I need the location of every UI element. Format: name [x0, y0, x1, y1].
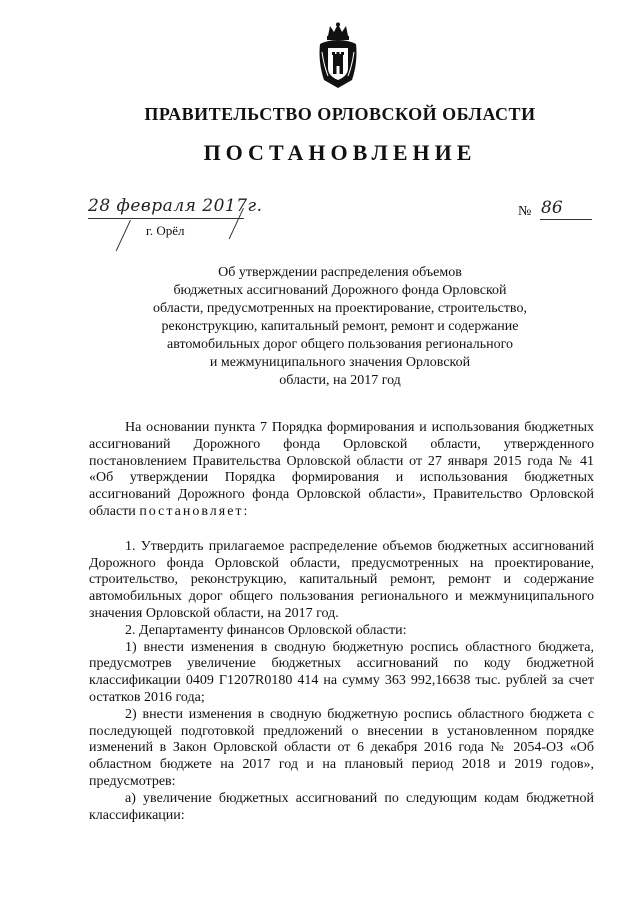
item-2-2-a-paragraph: а) увеличение бюджетных ассигнований по следующим кодам бюджетной классификации:	[89, 790, 594, 823]
item-2-paragraph: 2. Департаменту финансов Орловской области:	[125, 622, 407, 638]
subject-line: автомобильных дорог общего пользования регионального	[167, 337, 513, 352]
preamble-text: На основании пункта 7 Порядка формирования и использования бюджетных ассигнований Дорожного фонда Орловской области, утвержденного постановлением Правительства Орловской области от 27 января 2015 года № 41 «Об утверждении Порядка формирования и использования бюджетных ассигнований Дорожного фонда Орловской области», Правительство Орловской области	[89, 420, 594, 519]
document-type: ПОСТАНОВЛЕНИЕ	[203, 140, 477, 165]
preamble-paragraph	[89, 420, 594, 521]
resolves-word: постановляет:	[139, 503, 250, 519]
number-label: №	[518, 204, 532, 219]
coat-of-arms-emblem	[314, 22, 362, 90]
subject-line: Об утверждении распределения объемов	[218, 265, 462, 280]
number-underline	[540, 219, 592, 220]
handwritten-date: 28 февраля 2017г.	[88, 196, 263, 216]
city-label: г. Орёл	[146, 223, 185, 238]
subject-line: области, предусмотренных на проектирование, строительство,	[153, 301, 527, 316]
item-1-paragraph: 1. Утвердить прилагаемое распределение объемов бюджетных ассигнований Дорожного фонда Орловской области, предусмотренных на проектирование, строительство, реконструкцию, капитальный ремонт, ремонт и содержание автомобильных дорог общего пользования регионального и межмуниципального значения Орловской области, на 2017 год.	[89, 538, 594, 621]
date-slash-mark	[116, 220, 131, 251]
subject-line: области, на 2017 год	[279, 373, 401, 388]
item-2-2-paragraph: 2) внести изменения в сводную бюджетную роспись областного бюджета с последующей подготовкой предложений о внесении в установленном порядке изменений в Закон Орловской области от 6 декабря 2016 года № 2054-ОЗ «Об областном бюджете на 2017 год и на плановый период 2018 и 2019 годов», предусмотрев:	[89, 706, 594, 789]
item-2-1-paragraph: 1) внести изменения в сводную бюджетную роспись областного бюджета, предусмотрев увеличение бюджетных ассигнований по коду бюджетной классификации 0409 Г1207R0180 414 на сумму 363 992,16638 тыс. рублей за счет остатков 2016 года;	[89, 639, 594, 705]
handwritten-number: 86	[541, 198, 563, 218]
date-underline	[88, 218, 244, 219]
subject-line: бюджетных ассигнований Дорожного фонда Орловской	[173, 283, 507, 298]
document-subject	[110, 264, 570, 390]
document-body	[89, 420, 594, 824]
subject-line: реконструкцию, капитальный ремонт, ремонт и содержание	[161, 319, 519, 334]
government-title: ПРАВИТЕЛЬСТВО ОРЛОВСКОЙ ОБЛАСТИ	[144, 104, 536, 124]
subject-line: и межмуниципального значения Орловской	[209, 355, 471, 370]
